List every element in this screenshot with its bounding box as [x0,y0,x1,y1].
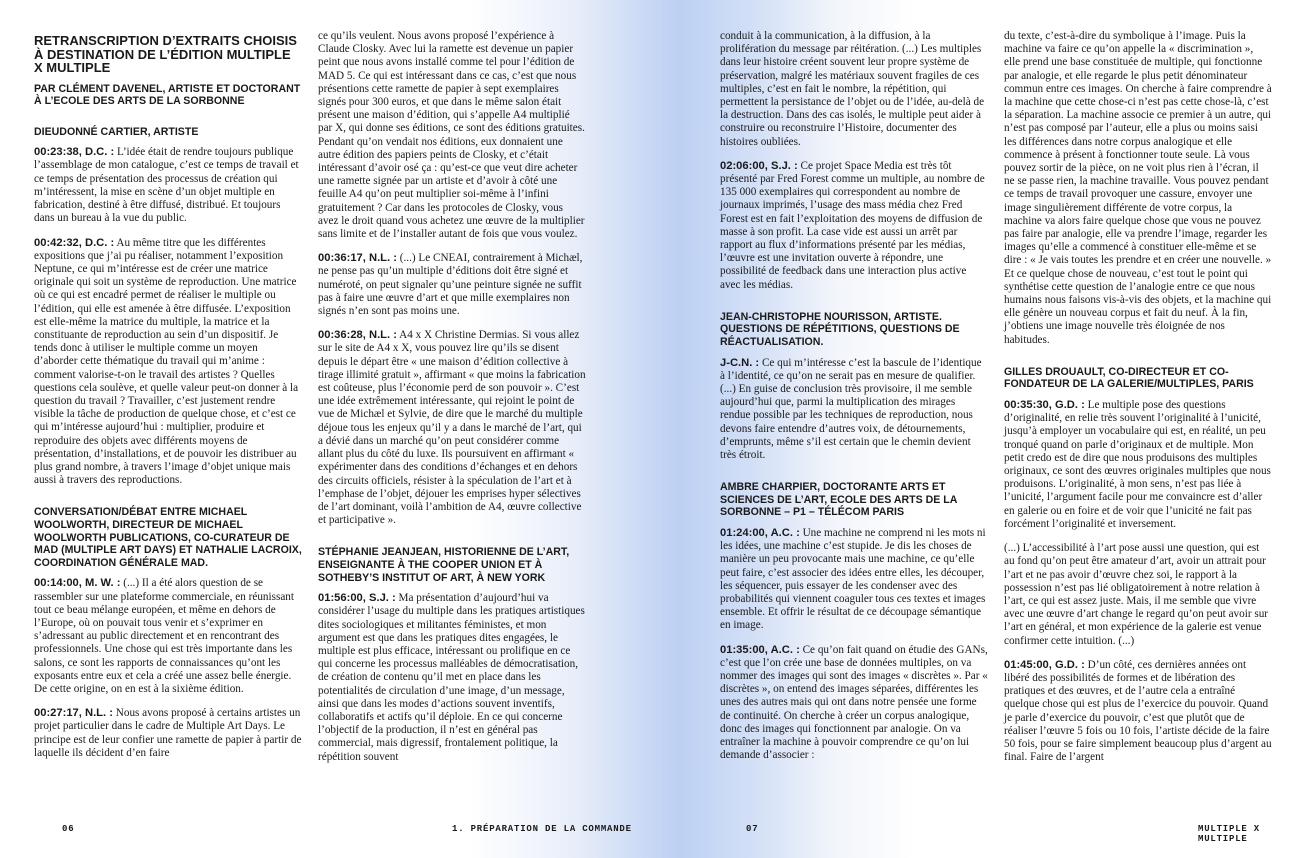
right-page-column-2 [1004,30,1272,775]
right-page-column-1 [720,30,988,774]
paragraph [720,527,988,633]
timestamp: 01:56:00, S.J. : [318,592,396,605]
paragraph [34,146,302,225]
paragraph: du texte, c’est-à-dire du symbolique à l’image. Puis la machine va faire ce qu’on appelle la « discrimination », elle prend une base constituée de multiple, qui fonctionne par analogie, et elle regarde le plus petit dénominateur commun entre ces images. On cherche à faire comprendre à la machine que cette chose-ci n’est pas cette chose-là, c’est la séparation. La machine associe ce premier à un autre, qui n’est pas composé par l’auteur, elle a plus ou moins saisi les différences dans notre corpus analogique et elle commence à présent à fonctionner toute seule. Là vous pouvez sortir de la pièce, on ne voit plus rien à l’écran, il ne se passe rien, la machine travaille. Vous pouvez pendant ce temps de travail provoquer une cassure, envoyer une image singulièrement différente de votre corpus, la machine va alors faire quelque chose que vous ne pouvez pas faire par analogie, elle va prendre l’image, regarder les images qu’elle a commencé à constituer elle-même et se dire : « Je vais toutes les prendre et en créer une nouvelle. » Et ce quelque chose de nouveau, c’est tout le point qui synthétise cette question de l’analogie entre ce que nous humains nous faisons vis-à-vis des objets, et la machine qui elle génère un nouveau corpus et fait du neuf. À la fin, j’obtiens une image nouvelle très éloignée de nos habitudes. [1004,30,1272,346]
section-heading-charpier: AMBRE CHARPIER, DOCTORANTE ARTS ET SCIENCES DE L’ART, ECOLE DES ARTS DE LA SORBONNE – P1 – TÉLÉCOM PARIS [720,481,958,519]
paragraph [34,237,302,488]
timestamp: 00:35:30, G.D. : [1004,399,1085,412]
timestamp: 01:24:00, A.C. : [720,527,800,540]
timestamp: 00:23:38, D.C. : [34,146,115,159]
timestamp: 00:36:17, N.L. : [318,252,397,265]
paragraph: conduit à la communication, à la diffusion, à la prolifération du message par réitération. (...) Les multiples dans leur histoire créent souvent leur propre système de préservation, malgré les matériaux souvent fragiles de ces multiples, c’est en fait le nombre, la répétition, qui permettent la persistance de l’objet ou de l’idée, au-delà de la destruction. Dans des cas isolés, le multiple peut aider à construire ou reconstruire l’Histoire, documenter des histoires oubliées. [720,30,985,148]
paragraph-text: Au même titre que les différentes expositions que j’ai pu réaliser, notamment l’exposition Neptune, ce qui m’intéresse est de créer une matrice originale qui soit un système de reproduction. Une matrice où ce qui est encadré permet de réaliser le multiple ou l’édition, qui elle est amenée à être diffusée. L’exposition est elle-même la matrice du multiple, la matrice et la constituante de reproduction au sein d’un dispositif. Je tends donc à utiliser le multiple comme un moyen d’aborder cette thématique du travail qui m’anime : comment valorise-t-on le travail des artistes ? Quelles questions cela soulève, et quelle valeur peut-on donner à la question du travail ? Travailler, c’est justement rendre visible la tâche de production de quelque chose, et c’est ce qui m’intéresse aujourd’hui : multiplier, produire et reproduire des objets avec différents moyens de présentation, d’installations, et de pouvoir les distribuer au plus grand nombre, à travers l’image d’objet unique mais aussi à travers des reproductions. [34,236,299,487]
paragraph [1004,659,1272,765]
paragraph-text: Ce projet Space Media est très tôt présenté par Fred Forest comme un multiple, au nombre de 135 000 exemplaires qui correspondent au nombre de journaux imprimés, l’usage des mass média chez Fred Forest est en fait l’exploitation des moyens de diffusion de masse à son profit. La case vide est aussi un arrêt par rapport au flux d’informations présenté par les médias, l’œuvre est une invitation ouverte à répondre, une possibilité de feedback dans une interaction plus active avec les médias. [720,159,985,291]
section-heading-woolworth-lacroix: CONVERSATION/DÉBAT ENTRE MICHAEL WOOLWORTH, DIRECTEUR DE MICHAEL WOOLWORTH PUBLICATIONS, CO-CURATEUR DE MAD (MULTIPLE ART DAYS) ET NATHALIE LACROIX, COORDINATION GÉNÉRALE MAD. [34,506,302,569]
page-number-left: 06 [62,824,75,834]
paragraph [34,577,302,696]
page-number-right: 07 [746,824,759,834]
paragraph [720,357,988,463]
article-title: RETRANSCRIPTION D’EXTRAITS CHOISIS À DESTINATION DE L’ÉDITION MULTIPLE X MULTIPLE [34,33,297,75]
section-heading-nourisson: JEAN-CHRISTOPHE NOURISSON, ARTISTE. QUESTIONS DE RÉPÉTITIONS, QUESTIONS DE RÉACTUALISATION. [720,310,960,349]
article-byline: PAR CLÉMENT DAVENEL, ARTISTE ET DOCTORANT À L’ECOLE DES ARTS DE LA SORBONNE [34,82,301,108]
paragraph: ce qu’ils veulent. Nous avons proposé l’expérience à Claude Closky. Avec lui la ramette est devenue un papier peint que nous avons installé comme tel pour l’édition de MAD 5. Ce qui est intéressant dans ce cas, c’est que nous présentions cette ramette de papier à sept exemplaires signés pour 300 euros, et que dans le même salon était présent une maison d’édition, qui s’appelle A4 multiplié par X, qui donne ses éditions, ce sont des éditions gratuites. Pendant qu’on vendait nos éditions, eux donnaient une autre édition des papiers peints de Closky, et c’était intéressant d’avoir osé ça : qu’est-ce que veut dire acheter une ramette signée par un artiste et d’avoir à côté une feuille A4 qu’on peut multiplier soi-même à l’infini gratuitement ? Car dans les protocoles de Closky, vous avez le droit quand vous achetez une œuvre de la multiplier sans limite et de l’installer autant de fois que vous voulez. [318,30,585,241]
timestamp: 01:35:00, A.C. : [720,643,800,656]
section-heading-cartier: DIEUDONNÉ CARTIER, ARTISTE [34,125,199,138]
section-label: 1. PRÉPARATION DE LA COMMANDE [452,824,632,834]
paragraph: (...) L’accessibilité à l’art pose aussi une question, qui est au fond qu’on peut être amateur d’art, avoir un attrait pour l’art et ne pas avoir d’œuvre chez soi, le rapport à la possession n’est pas lié obligatoirement à notre relation à l’art, ce qui est assez juste. Mais, il me semble que vivre avec une œuvre d’art change le regard qu’on peut avoir sur l’art en général, et mon expérience de la galerie est venue confirmer cette intuition. (...) [1004,542,1269,647]
timestamp: 00:27:17, N.L. : [34,707,113,720]
paragraph-text: (...) Le CNEAI, contrairement à Michæl, ne pense pas qu’un multiple d’éditions doit être signé et numéroté, on peut signaler qu’une peinture signée ne suffit pas à faire une œuvre d’art et que mille exemplaires non signés n’en sont pas moins une. [318,252,583,318]
paragraph [720,160,988,292]
paragraph-text: Ma présentation d’aujourd’hui va considérer l’usage du multiple dans les pratiques artistiques dites sociologiques et militantes féministes, et mon argument est que dans les pratiques dites engagées, le multiple est plus efficace, intéressant ou prolifique en ce qui concerne les processus malléables de démocratisation, de création de contenu qu’il met en place dans les potentialités de circulation d’une image, d’un message, ainsi que dans les modes d’actions souvent inventifs, collaboratifs et actifs qu’il déploie. En ce qui concerne l’objectif de la production, il n’est en général pas commercial, mais digressif, frontalement politique, la répétition souvent [318,592,585,763]
timestamp: 00:42:32, D.C. : [34,236,115,249]
paragraph-text: D’un côté, ces dernières années ont libéré des possibilités de formes et de libération des pratiques et des œuvres, et de l’autre cela a entraîné quelque chose qui est plus de l’exercice du pouvoir. Quand je parle d’exercice du pouvoir, c’est que plutôt que de réaliser l’œuvre 5 fois ou 10 fois, l’artiste décide de la faire 50 fois, pour se faire simplement beaucoup plus d’argent au final. Faire de l’argent [1004,658,1272,764]
paragraph [318,252,586,318]
timestamp: 01:45:00, G.D. : [1004,658,1085,671]
paragraph-text: Ce qui m’intéresse c’est la bascule de l’identique à l’identité, ce qu’on ne serait pas en mesure de qualifier. (...) En guise de conclusion très provisoire, il me semble aujourd’hui que, parmi la multiplication des mirages rendue possible par les techniques de reproduction, nous devons faire entendre d’autres voix, de détournements, d’emprunts, même s’il est certain que le chemin devient très étroit. [720,356,982,462]
paragraph [1004,399,1272,531]
paragraph-text: L’idée était de rendre toujours publique l’assemblage de mon catalogue, c’est ce temps de travail et ce temps de présentation des processus de création qui m’intéressent, la mise en scène d’un objet multiple en fabrication, destiné à être diffusé, distribué. Et toujours dans un bureau à la vue du public. [34,146,299,225]
timestamp: 02:06:00, S.J. : [720,159,798,172]
left-page-column-2 [318,30,586,775]
paragraph [318,329,586,527]
timestamp: 00:36:28, N.L. : [318,329,397,342]
paragraph-text: A4 x X Christine Dermias. Si vous allez sur le site de A4 x X, vous pouvez lire qu’ils se disent depuis le départ être « une maison d’édition collective à tirage illimité gratuit », affirmant « que moins la fabrication est coûteuse, plus l’économie perd de son pouvoir ». C’est une idée extrêmement intéressante, qui rejoint le point de vue de Michæl et Sylvie, de dire que le marché du multiple déjoue tous les enjeux qu’il y a dans le marché de l’art, qui a dévié dans un marché qu’on peut considérer comme allant plus du côté du luxe. Ils poursuivent en affirmant « expérimenter dans des conditions d’échanges et en dehors des circuits officiels, résister à la spéculation de l’art et à l’emphase de l’objet, déjouer les emprises hyper sélectives de l’art dominant, voilà l’ambition de A4, œuvre collective et participative ». [318,329,586,527]
timestamp: 00:14:00, M. W. : [34,577,121,590]
paragraph-text: (...) Il a été alors question de se rassembler sur une plateforme commerciale, en réunissant tout ce beau mélange européen, et même en dehors de l’Europe, où on pouvait tous venir et s’exprimer en s’adressant au public directement et en rencontrant des professionnels. Une chose qui est très importante dans les salons, ce sont les rapports de connaissances qu’ont les exposants entre eux et cela a créé une assez belle énergie. De cette origine, on en est à la sixième édition. [34,577,295,695]
timestamp: J-C.N. : [720,356,760,369]
paragraph [318,592,586,764]
left-page-column-1 [34,34,302,771]
paragraph-text: Nous avons proposé à certains artistes un projet particulier dans le cadre de Multiple Art Days. Le principe est de leur confier une ramette de papier à partir de laquelle ils décident d’en faire [34,707,302,759]
paragraph-text: Le multiple pose des questions d’originalité, en relie très souvent l’originalité à l’unicité, jusqu’à employer un vocabulaire qui est, en réalité, un peu tronqué quand on parle d’originaux et de multiple. Mon petit credo est de dire que nous produisons des multiples originaux, ce sont des œuvres originales multiples que nous produisons. L’originalité, à mon sens, n’est pas liée à l’unicité, l’argument facile pour me convaincre est d’aller en galerie ou en foire et de voir que l’unicité ne fait pas forcément l’originalité et inversement. [1004,399,1271,530]
paragraph [34,707,302,760]
section-heading-jeanjean: STÉPHANIE JEANJEAN, HISTORIENNE DE L’ART, ENSEIGNANTE À THE COOPER UNION ET À SOTHEBY’S INSTITUT OF ART, À NEW YORK [318,546,570,584]
paragraph [720,644,988,763]
paragraph-text: Ce qu’on fait quand on étudie des GANs, c’est que l’on crée une base de données multiples, on va nommer des images qui sont des images « discrètes ». Par « discrètes », on entend des images séparées, différentes les unes des autres mais qui ont dans notre pensée une forme de continuité. On cherche à créer un corpus analogique, donc des images qui fonctionnent par analogie. On va entraîner la machine à pouvoir comprendre ce qu’on lui demande d’associer : [720,643,988,762]
publication-title: MULTIPLE X MULTIPLE [1198,824,1261,844]
section-heading-drouault: GILLES DROUAULT, CO-DIRECTEUR ET CO-FONDATEUR DE LA GALERIE/MULTIPLES, PARIS [1004,365,1254,391]
paragraph-text: Une machine ne comprend ni les mots ni les idées, une machine c’est stupide. Je dis les choses de manière un peu provocante mais une machine, ce qu’elle peut faire, c’est associer des idées entre elles, les découper, les séquencer, puis essayer de les condenser avec des probabilités qui viennent coaguler tous ces textes et images ensemble. Et offrir le résultat de ce découpage sémantique en image. [720,527,986,632]
